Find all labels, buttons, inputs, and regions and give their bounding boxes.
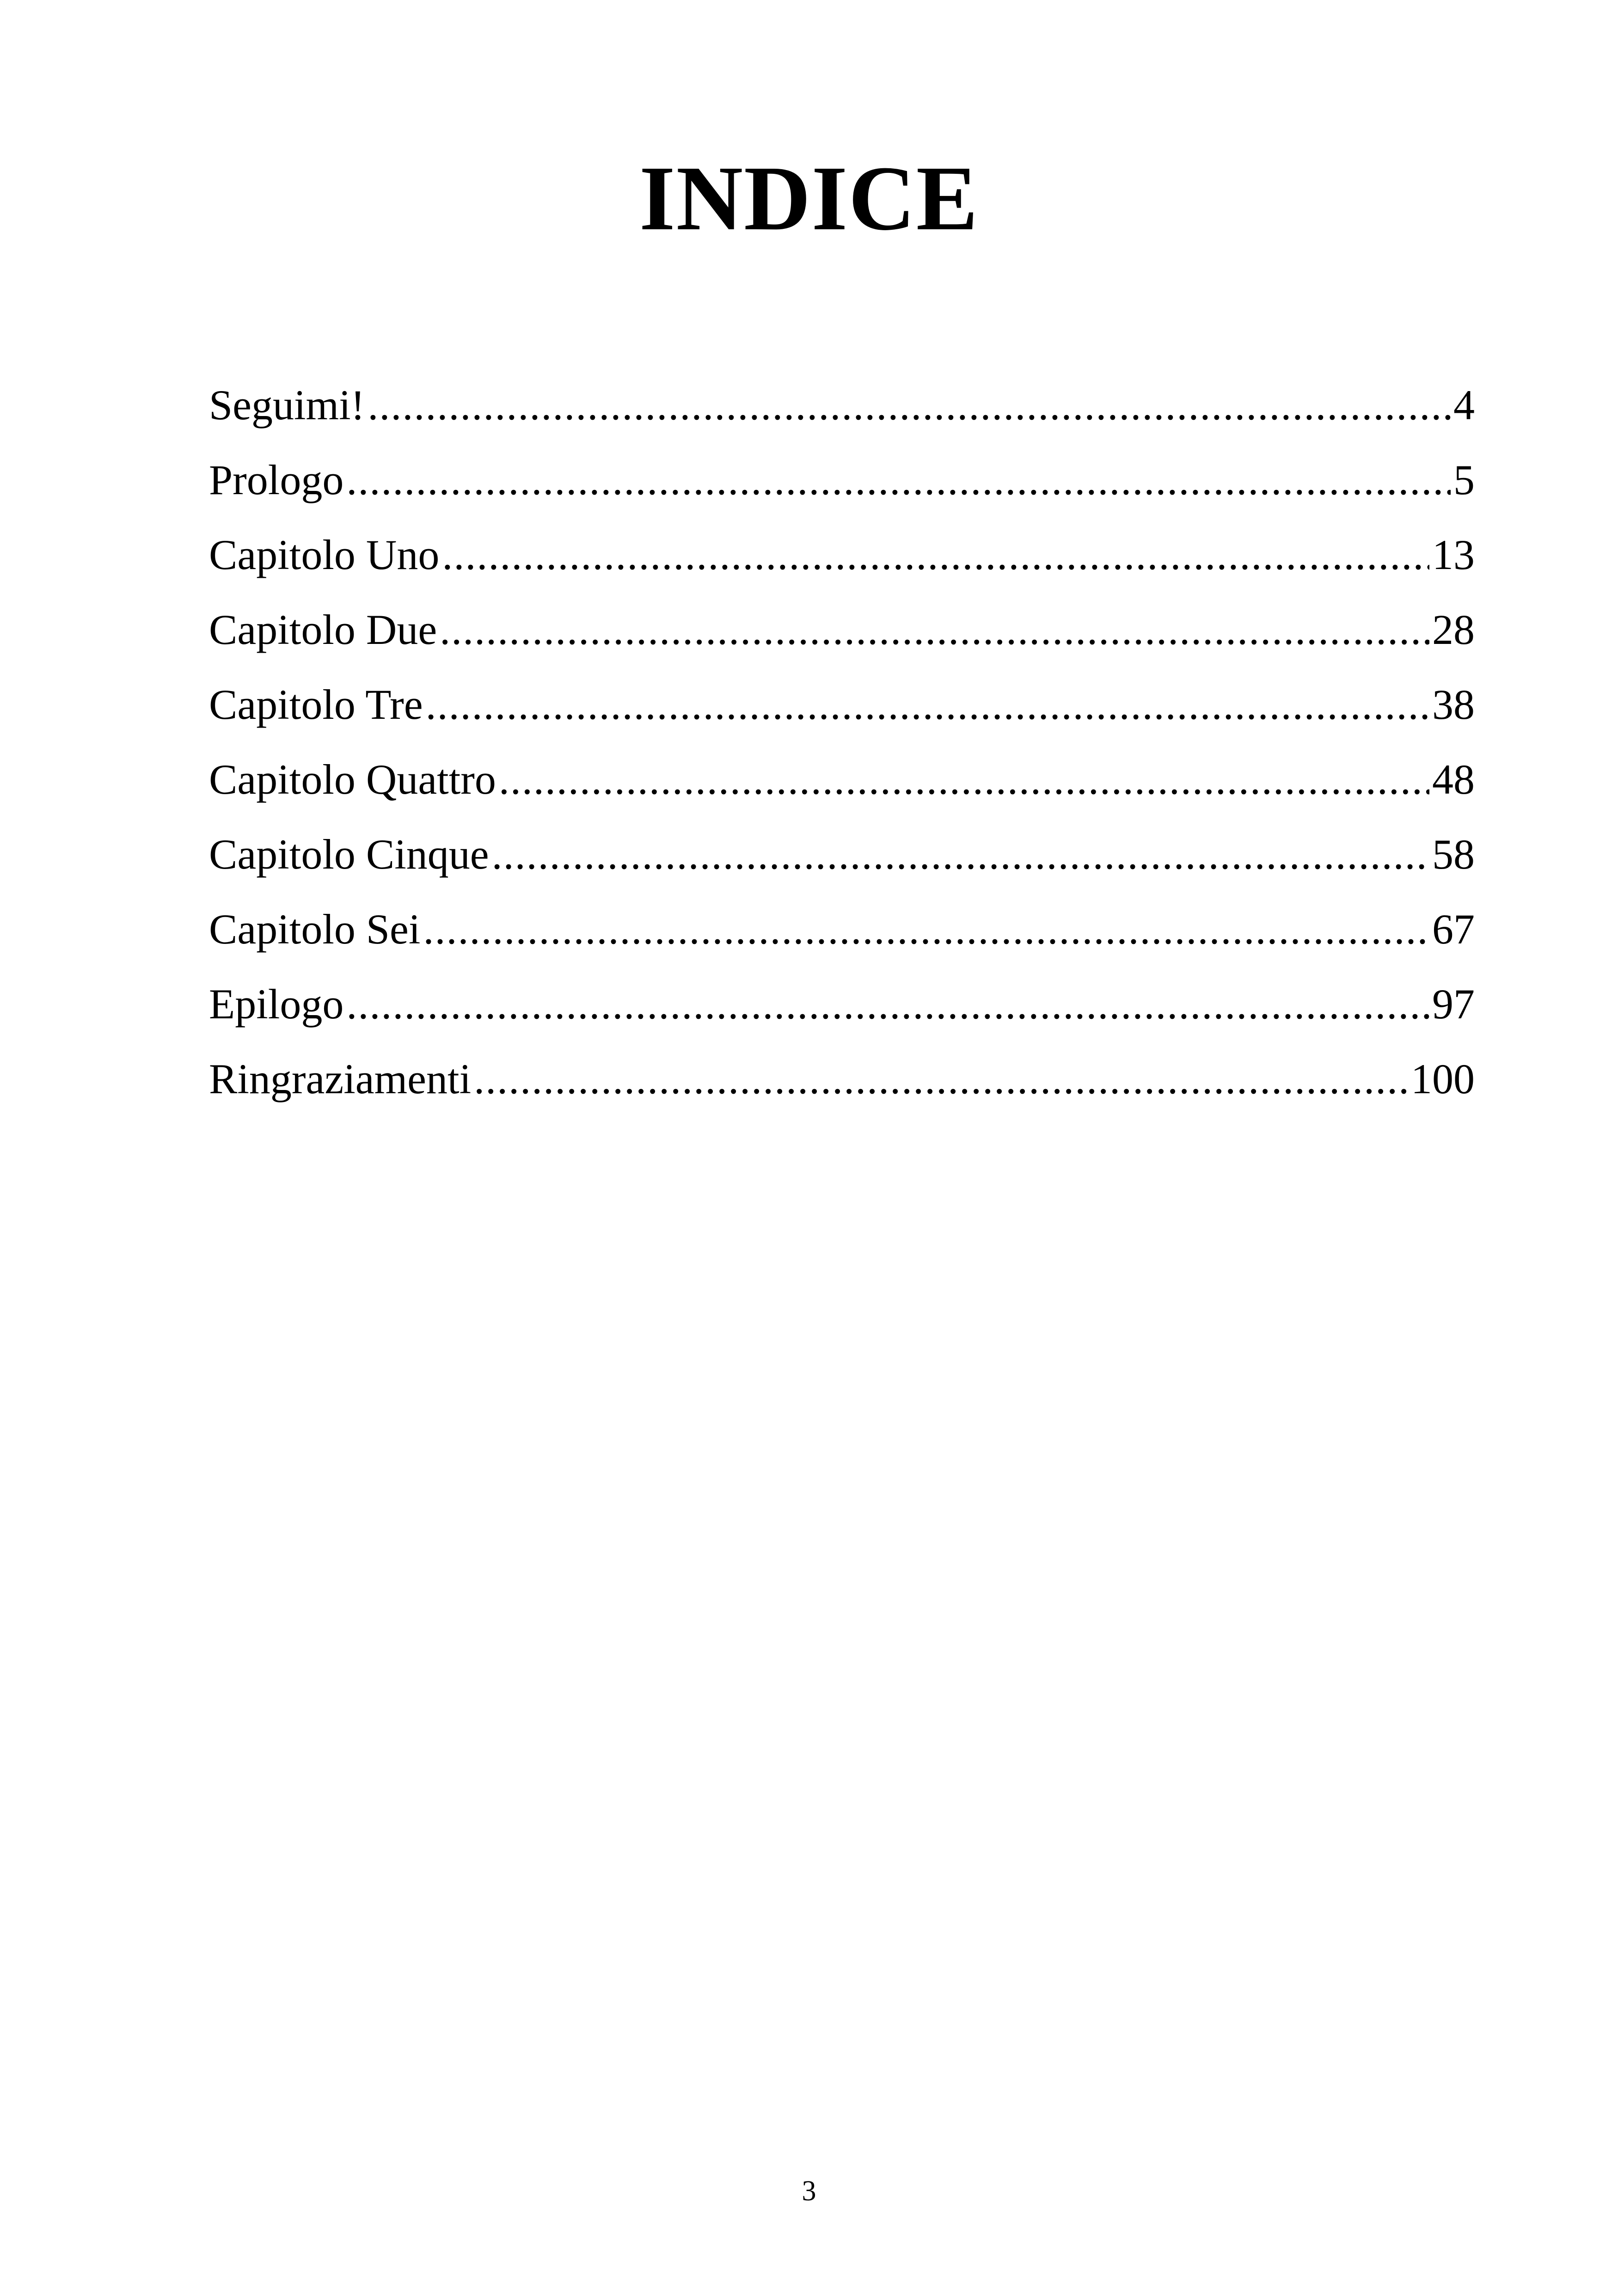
table-of-contents bbox=[209, 367, 1475, 1116]
toc-entry-capitolo-sei[interactable] bbox=[209, 892, 1475, 967]
toc-entry-label: Capitolo Cinque bbox=[209, 831, 489, 878]
toc-entry-seguimi[interactable] bbox=[209, 367, 1475, 442]
dot-leader bbox=[426, 667, 1429, 742]
dot-leader bbox=[492, 817, 1429, 892]
toc-entry-epilogo[interactable] bbox=[209, 967, 1475, 1041]
toc-entry-page: 97 bbox=[1432, 980, 1475, 1028]
toc-entry-capitolo-cinque[interactable] bbox=[209, 817, 1475, 892]
toc-entry-page: 38 bbox=[1432, 681, 1475, 728]
toc-entry-page: 28 bbox=[1432, 606, 1475, 653]
toc-entry-page: 58 bbox=[1432, 831, 1475, 878]
dot-leader bbox=[368, 367, 1451, 442]
toc-entry-page: 13 bbox=[1432, 531, 1475, 578]
dot-leader bbox=[346, 442, 1451, 517]
toc-entry-label: Epilogo bbox=[209, 980, 344, 1028]
toc-entry-capitolo-due[interactable] bbox=[209, 592, 1475, 667]
toc-entry-label: Capitolo Due bbox=[209, 606, 437, 653]
toc-entry-page: 4 bbox=[1453, 381, 1475, 429]
toc-entry-label: Seguimi! bbox=[209, 381, 365, 429]
dot-leader bbox=[346, 967, 1429, 1041]
toc-entry-capitolo-uno[interactable] bbox=[209, 517, 1475, 592]
dot-leader bbox=[423, 892, 1429, 967]
toc-entry-page: 100 bbox=[1411, 1055, 1475, 1102]
toc-entry-prologo[interactable] bbox=[209, 442, 1475, 517]
dot-leader bbox=[440, 592, 1429, 667]
toc-entry-ringraziamenti[interactable] bbox=[209, 1041, 1475, 1116]
toc-entry-label: Capitolo Tre bbox=[209, 681, 423, 728]
toc-entry-page: 48 bbox=[1432, 756, 1475, 803]
toc-entry-capitolo-quattro[interactable] bbox=[209, 742, 1475, 817]
toc-entry-label: Prologo bbox=[209, 456, 344, 503]
toc-entry-capitolo-tre[interactable] bbox=[209, 667, 1475, 742]
toc-entry-label: Capitolo Sei bbox=[209, 906, 421, 953]
page-number: 3 bbox=[802, 2175, 816, 2207]
dot-leader bbox=[499, 742, 1429, 817]
toc-entry-page: 67 bbox=[1432, 906, 1475, 953]
dot-leader bbox=[442, 517, 1429, 592]
toc-entry-label: Capitolo Quattro bbox=[209, 756, 496, 803]
toc-entry-page: 5 bbox=[1453, 456, 1475, 503]
toc-entry-label: Capitolo Uno bbox=[209, 531, 440, 578]
page-title: INDICE bbox=[639, 147, 979, 250]
toc-entry-label: Ringraziamenti bbox=[209, 1055, 472, 1102]
dot-leader bbox=[474, 1041, 1408, 1116]
